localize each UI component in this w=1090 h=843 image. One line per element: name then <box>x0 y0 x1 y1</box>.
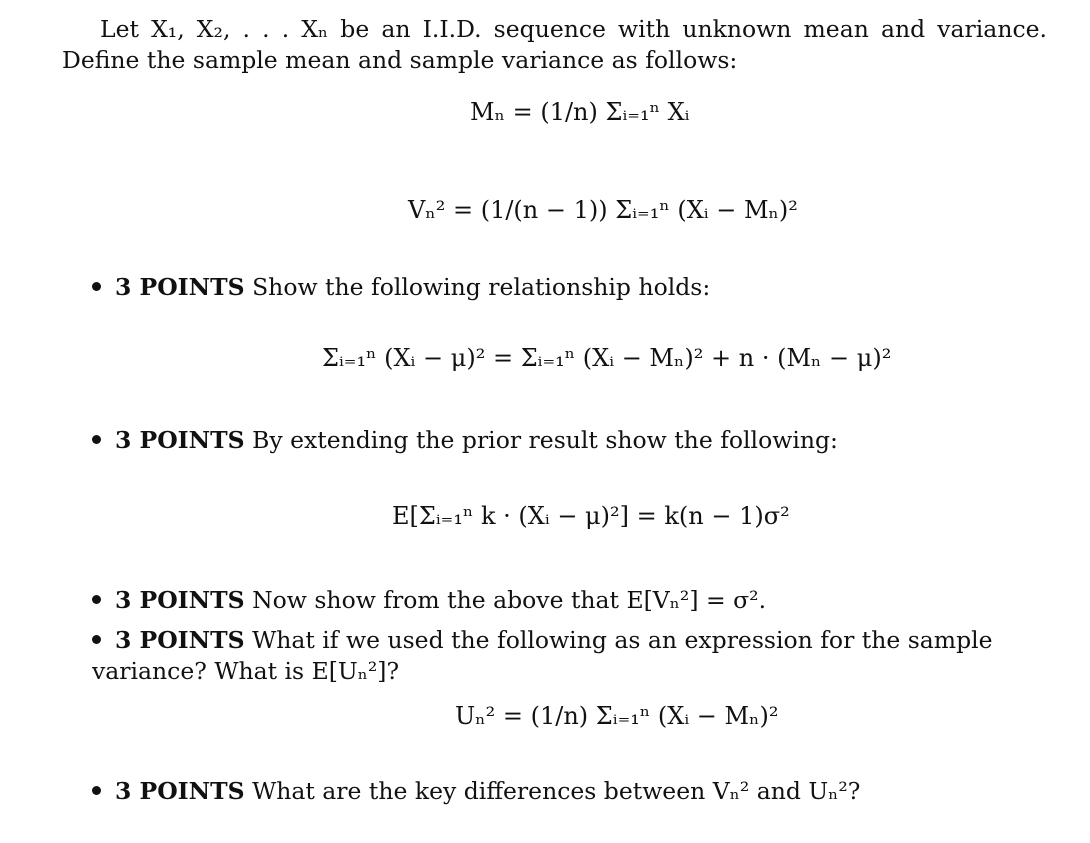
equation-sample-mean <box>470 98 690 126</box>
bullet-item-3 <box>92 585 766 616</box>
bullet-text: What if we used the following as an expression for the sample variance? What is E[Uₙ²]? <box>92 626 993 685</box>
bullet-text: What are the key differences between Vₙ² and Uₙ²? <box>244 777 861 805</box>
equation-sample-mean-text: Mₙ = (1/n) Σᵢ₌₁ⁿ Xᵢ <box>470 98 690 126</box>
bullet-item-2 <box>92 425 838 456</box>
bullet-text: By extending the prior result show the following: <box>244 426 838 454</box>
equation-expectation <box>392 502 790 530</box>
bullet-dot <box>92 786 101 795</box>
intro-paragraph: Let X₁, X₂, . . . Xₙ be an I.I.D. sequence with unknown mean and variance. Define the sample mean and sample variance as follows: <box>62 15 1047 74</box>
equation-sample-variance <box>408 196 798 224</box>
bullet-dot <box>92 435 101 444</box>
points-label: 3 POINTS <box>115 777 245 805</box>
bullet-dot <box>92 282 101 291</box>
bullet-dot <box>92 635 101 644</box>
equation-expectation-text: E[Σᵢ₌₁ⁿ k · (Xᵢ − μ)²] = k(n − 1)σ² <box>392 502 790 530</box>
bullet-text: Now show from the above that E[Vₙ²] = σ². <box>244 586 767 614</box>
equation-decomposition <box>322 344 891 372</box>
bullet-dot <box>92 595 101 604</box>
bullet-item-1 <box>92 272 710 303</box>
points-label: 3 POINTS <box>115 426 245 454</box>
equation-alt-variance-text: Uₙ² = (1/n) Σᵢ₌₁ⁿ (Xᵢ − Mₙ)² <box>455 702 779 730</box>
equation-alt-variance <box>455 702 778 730</box>
bullet-item-4 <box>92 625 1042 687</box>
bullet-text: Show the following relationship holds: <box>244 273 711 301</box>
points-label: 3 POINTS <box>115 626 245 654</box>
equation-decomposition-text: Σᵢ₌₁ⁿ (Xᵢ − μ)² = Σᵢ₌₁ⁿ (Xᵢ − Mₙ)² + n · (Mₙ − μ)² <box>322 344 892 372</box>
equation-sample-variance-text: Vₙ² = (1/(n − 1)) Σᵢ₌₁ⁿ (Xᵢ − Mₙ)² <box>408 196 798 224</box>
points-label: 3 POINTS <box>115 273 245 301</box>
bullet-item-5 <box>92 776 860 807</box>
points-label: 3 POINTS <box>115 586 245 614</box>
